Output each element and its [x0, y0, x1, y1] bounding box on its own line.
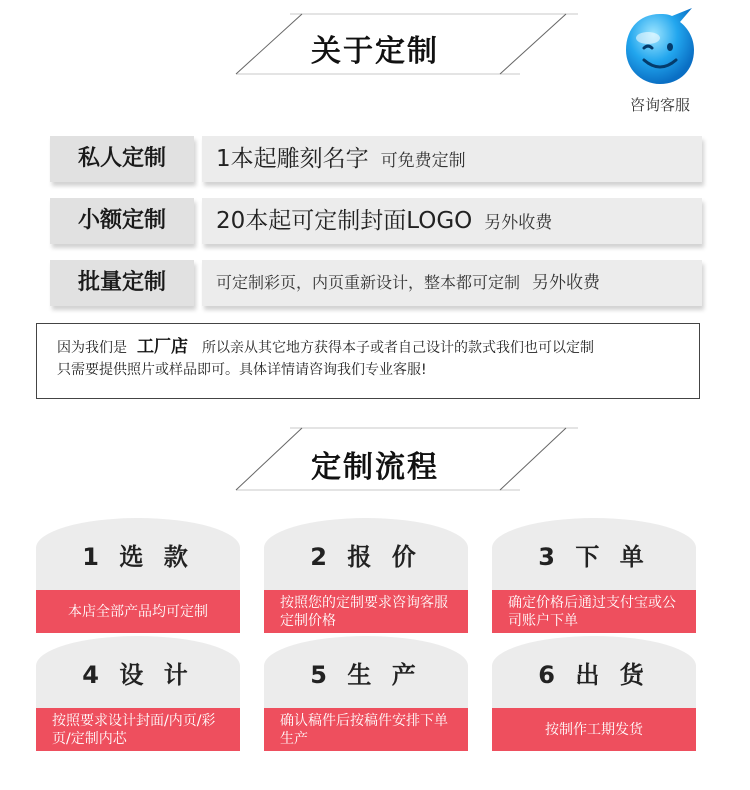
- step-card: [36, 636, 240, 751]
- option-content: [202, 260, 702, 306]
- step-card: [36, 518, 240, 633]
- option-extra: 另外收费: [484, 213, 553, 233]
- option-extra: 另外收费: [532, 273, 601, 293]
- step-title: 1 选 款: [36, 518, 240, 590]
- factory-notice: [36, 323, 700, 399]
- option-label: 私人定制: [50, 136, 194, 182]
- step-desc: 确定价格后通过支付宝或公司账户下单: [492, 590, 696, 633]
- notice-highlight: 工厂店: [137, 337, 188, 357]
- step-desc: 本店全部产品均可定制: [36, 590, 240, 633]
- step-card: [492, 636, 696, 751]
- step-title: 6 出 货: [492, 636, 696, 708]
- step-desc: 确认稿件后按稿件安排下单生产: [264, 708, 468, 751]
- option-extra: 可免费定制: [380, 151, 466, 171]
- step-card: [264, 636, 468, 751]
- notice-line-2: 只需要提供照片或样品即可。具体详情请咨询我们专业客服!: [57, 362, 427, 378]
- option-main: 可定制彩页，内页重新设计，整本都可定制: [216, 273, 521, 292]
- option-row-private: [50, 136, 702, 190]
- step-desc: 按照要求设计封面/内页/彩页/定制内芯: [36, 708, 240, 751]
- step-title: 4 设 计: [36, 636, 240, 708]
- process-header: [0, 420, 750, 500]
- about-title: 关于定制: [311, 34, 439, 69]
- option-label: 批量定制: [50, 260, 194, 306]
- option-main: 20本起可定制封面LOGO: [216, 208, 473, 234]
- customer-service-button[interactable]: [618, 4, 702, 122]
- option-content: [202, 136, 702, 182]
- step-desc: 按制作工期发货: [492, 708, 696, 751]
- notice-line-1: [57, 336, 699, 359]
- smiley-face-icon: [618, 4, 702, 88]
- step-title: 3 下 单: [492, 518, 696, 590]
- notice-prefix: 因为我们是: [57, 340, 127, 356]
- step-title: 2 报 价: [264, 518, 468, 590]
- option-row-small: [50, 198, 702, 252]
- step-card: [492, 518, 696, 633]
- step-desc: 按照您的定制要求咨询客服定制价格: [264, 590, 468, 633]
- option-main: 1本起雕刻名字: [216, 146, 369, 172]
- option-label: 小额定制: [50, 198, 194, 244]
- step-card: [264, 518, 468, 633]
- notice-rest: 所以亲从其它地方获得本子或者自己设计的款式我们也可以定制: [202, 340, 594, 356]
- customer-service-label: 咨询客服: [629, 96, 690, 114]
- option-content: [202, 198, 702, 244]
- process-title: 定制流程: [311, 450, 439, 485]
- step-title: 5 生 产: [264, 636, 468, 708]
- option-row-bulk: [50, 260, 702, 314]
